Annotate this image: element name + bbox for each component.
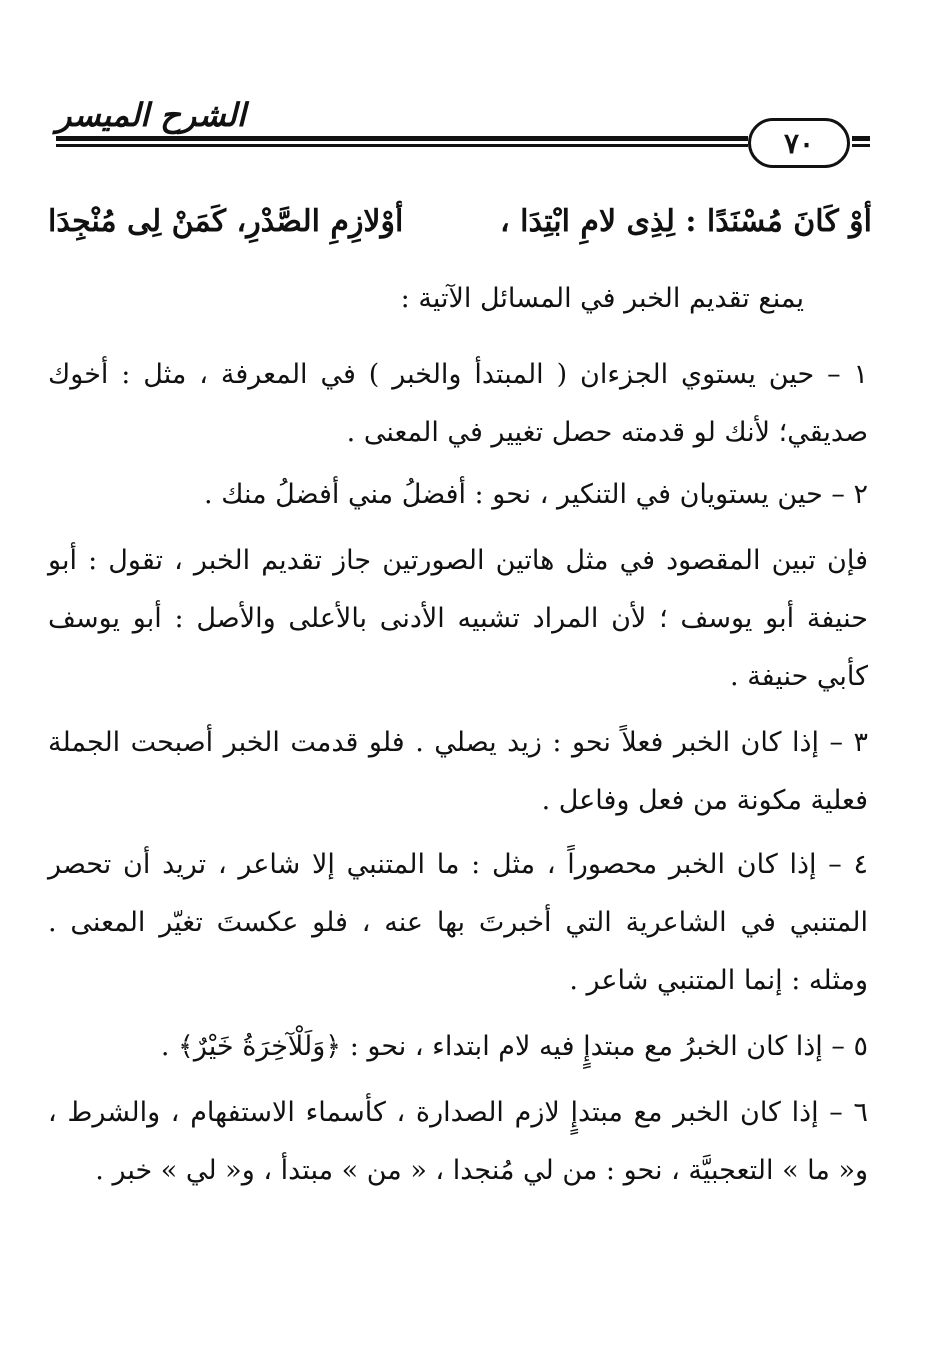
rule-5-paragraph: ٥ – إذا كان الخبرُ مع مبتدإٍ فيه لام ابتداء ، نحو : ﴿وَلَلْآخِرَةُ خَيْرٌ﴾ .	[160, 1031, 868, 1062]
poem-verse	[48, 196, 872, 256]
book-title: الشرح الميسر	[56, 96, 246, 134]
page-number-badge: ٧٠	[748, 118, 850, 168]
rule-4-paragraph: ٤ – إذا كان الخبر محصوراً ، مثل : ما المتنبي إلا شاعر ، تريد أن تحصر المتنبي في الشاعرية التي أخبرتَ بها عنه ، فلو عكستَ تغيّر المعنى . ومثله : إنما المتنبي شاعر .	[48, 849, 868, 996]
explanation-paragraph: فإن تبين المقصود في مثل هاتين الصورتين جاز تقديم الخبر ، تقول : أبو حنيفة أبو يوسف ؛ لأن المراد تشبيه الأدنى بالأعلى والأصل : أبو يوسف كأبي حنيفة .	[48, 545, 868, 692]
rule-1-paragraph: ١ – حين يستوي الجزءان ( المبتدأ والخبر ) في المعرفة ، مثل : أخوك صديقي؛ لأنك لو قدمته حصل تغيير في المعنى .	[48, 359, 868, 448]
rule-3-paragraph: ٣ – إذا كان الخبر فعلاً نحو : زيد يصلي . فلو قدمت الخبر أصبحت الجملة فعلية مكونة من فعل وفاعل .	[48, 727, 868, 816]
verse-first-hemistich: أوْ كَانَ مُسْنَدًا : لِذِى لامِ ابْتِدَا ،	[500, 204, 872, 239]
page-header	[0, 0, 944, 200]
header-rule-thin	[56, 144, 748, 147]
rule-2-paragraph: ٢ – حين يستويان في التنكير ، نحو : أفضلُ مني أفضلُ منك .	[204, 479, 868, 510]
rule-6-paragraph: ٦ – إذا كان الخبر مع مبتدإٍ لازم الصدارة ، كأسماء الاستفهام ، والشرط ، و« ما » التعجبيَّة ، نحو : من لي مُنجدا ، « من » مبتدأ ، و« لي » خبر .	[48, 1097, 868, 1186]
header-rule-thick-right	[852, 136, 870, 141]
header-rule-thick	[56, 136, 748, 141]
header-rule-thin-right	[852, 144, 870, 147]
verse-second-hemistich: أوْلازِمِ الصَّدْرِ، كَمَنْ لِى مُنْجِدَا	[48, 204, 404, 239]
intro-paragraph: يمنع تقديم الخبر في المسائل الآتية :	[400, 283, 804, 314]
